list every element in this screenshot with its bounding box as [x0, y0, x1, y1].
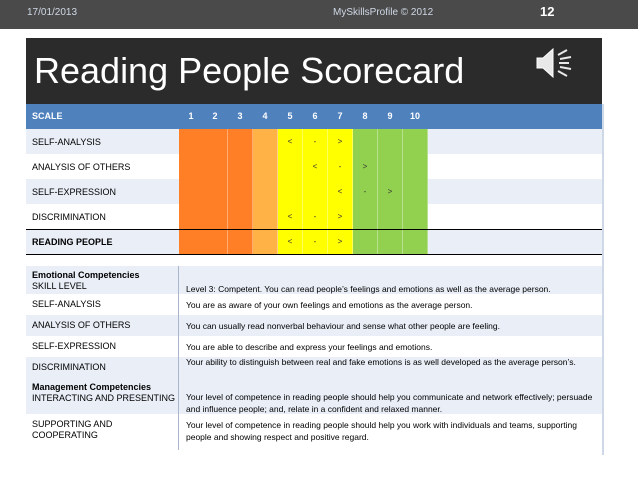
scale-cell	[403, 229, 428, 254]
title-band	[26, 38, 602, 104]
scale-cell	[403, 129, 428, 154]
score-marker: -	[313, 237, 317, 246]
score-marker: >	[337, 237, 343, 246]
score-marker: <	[312, 162, 318, 171]
scale-cell	[203, 129, 228, 154]
scale-number-5: 5	[287, 111, 293, 121]
competency-description: Your ability to distinguish between real and fake emotions is as well developed as the average person’s.	[186, 357, 576, 367]
scorecard-row	[26, 154, 602, 179]
scale-cell	[179, 129, 204, 154]
column-divider	[178, 414, 179, 450]
competency-description: You are able to describe and express your feelings and emotions.	[186, 342, 433, 352]
score-marker: -	[338, 162, 342, 171]
scale-label: SCALE	[32, 111, 63, 121]
scale-cell	[203, 229, 228, 254]
section-header: Emotional Competencies	[32, 270, 140, 280]
scale-number-10: 10	[409, 111, 420, 121]
competency-label	[32, 362, 182, 373]
scorecard-row	[26, 229, 602, 254]
skill-level-row	[26, 266, 602, 294]
competency-description: Your level of competence in reading people should help you communicate and network effectively; persuade and influence people; and, relate in a confident and relaxed manner.	[186, 392, 593, 414]
scorecard-row-label: ANALYSIS OF OTHERS	[32, 162, 131, 172]
score-marker: -	[363, 187, 367, 196]
competency-description: You can usually read nonverbal behaviour and sense what other people are feeling.	[186, 321, 500, 331]
row-label: INTERACTING AND PRESENTING	[32, 393, 176, 403]
scale-cell	[228, 204, 253, 229]
scale-header	[26, 104, 602, 129]
scale-cell	[378, 154, 403, 179]
competency-label	[32, 382, 182, 404]
scale-cell	[303, 179, 328, 204]
column-divider	[178, 357, 179, 378]
competency-label	[32, 299, 182, 310]
scale-cell	[179, 179, 204, 204]
page-number: 12	[540, 4, 555, 19]
row-label: SELF-ANALYSIS	[32, 299, 101, 309]
scale-number-8: 8	[362, 111, 368, 121]
score-marker: >	[362, 162, 368, 171]
scale-cell	[179, 154, 204, 179]
column-divider	[178, 294, 179, 315]
score-marker: -	[313, 212, 317, 221]
management-row	[26, 414, 602, 450]
scorecard-row	[26, 204, 602, 229]
scorecard-row-label: SELF-EXPRESSION	[32, 187, 117, 197]
score-marker: >	[337, 137, 343, 146]
scale-cell	[403, 204, 428, 229]
score-marker: <	[287, 237, 293, 246]
scale-number-3: 3	[237, 111, 243, 121]
speaker-icon[interactable]	[531, 44, 581, 82]
score-marker: <	[287, 137, 293, 146]
scale-cell	[353, 204, 378, 229]
scale-cell	[378, 229, 403, 254]
score-marker: <	[337, 187, 343, 196]
competency-description: You are as aware of your own feelings and emotions as the average person.	[186, 300, 473, 310]
competency-description: Your level of competence in reading people should help you work with individuals and teams, supporting people and showing respect and positive regard.	[186, 420, 577, 442]
scale-number-6: 6	[312, 111, 318, 121]
scale-number-2: 2	[212, 111, 218, 121]
emotional-row	[26, 294, 602, 315]
scale-cell	[278, 179, 303, 204]
row-divider	[26, 229, 602, 230]
scale-cell	[228, 179, 253, 204]
score-marker: >	[337, 212, 343, 221]
scorecard-row-label: SELF-ANALYSIS	[32, 137, 101, 147]
scale-cell	[253, 154, 278, 179]
scale-number-1: 1	[188, 111, 194, 121]
scale-cell	[378, 129, 403, 154]
scale-cell	[203, 204, 228, 229]
row-label: SKILL LEVEL	[32, 281, 87, 291]
scale-cell	[403, 154, 428, 179]
scale-cell	[228, 229, 253, 254]
competency-label	[32, 320, 182, 331]
scale-number-9: 9	[387, 111, 393, 121]
score-marker: >	[387, 187, 393, 196]
competency-label	[32, 341, 182, 352]
emotional-row	[26, 315, 602, 336]
scorecard-row	[26, 129, 602, 154]
scale-cell	[278, 154, 303, 179]
scale-cell	[378, 204, 403, 229]
competency-label	[32, 270, 182, 292]
column-divider	[178, 336, 179, 357]
scale-cell	[228, 129, 253, 154]
scale-number-4: 4	[262, 111, 268, 121]
scale-number-7: 7	[337, 111, 343, 121]
column-divider	[178, 378, 179, 414]
slide-date: 17/01/2013	[27, 7, 78, 18]
scale-cell	[353, 229, 378, 254]
column-divider	[178, 315, 179, 336]
row-label: SELF-EXPRESSION	[32, 341, 117, 351]
score-marker: <	[287, 212, 293, 221]
scale-cell	[203, 154, 228, 179]
score-marker: -	[313, 137, 317, 146]
competency-label: SUPPORTING AND COOPERATING	[32, 419, 113, 440]
scale-cell	[253, 129, 278, 154]
scale-cell	[253, 204, 278, 229]
section-header: Management Competencies	[32, 382, 152, 392]
scale-cell	[403, 179, 428, 204]
page-title: Reading People Scorecard	[34, 50, 465, 91]
scale-cell	[228, 154, 253, 179]
emotional-row	[26, 336, 602, 357]
scale-cell	[179, 204, 204, 229]
emotional-row	[26, 357, 602, 378]
scorecard-row-label: READING PEOPLE	[32, 237, 113, 247]
scale-cell	[179, 229, 204, 254]
management-row	[26, 378, 602, 414]
footer-text: MySkillsProfile © 2012	[333, 7, 434, 18]
scale-cell	[353, 129, 378, 154]
row-divider	[26, 254, 602, 255]
top-bar	[0, 0, 638, 29]
row-label: DISCRIMINATION	[32, 362, 106, 372]
scorecard-row	[26, 179, 602, 204]
scale-cell	[203, 179, 228, 204]
competency-description: Level 3: Competent. You can read people’s feelings and emotions as well as the average person.	[186, 284, 551, 294]
column-divider	[178, 266, 179, 294]
row-label: ANALYSIS OF OTHERS	[32, 320, 131, 330]
scale-cell	[253, 229, 278, 254]
scorecard-row-label: DISCRIMINATION	[32, 212, 106, 222]
scale-cell	[253, 179, 278, 204]
